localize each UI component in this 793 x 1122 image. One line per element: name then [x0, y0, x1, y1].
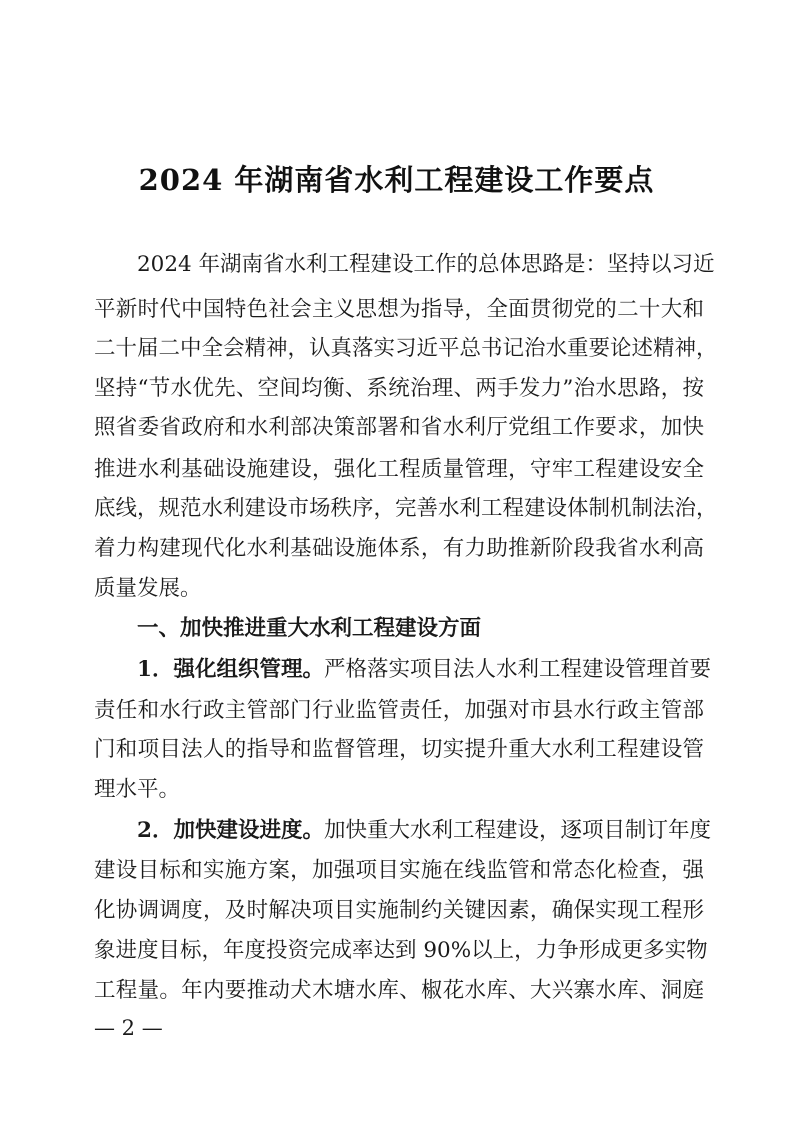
- paragraph-line: 推进水利基础设施建设，强化工程质量管理，守牢工程建设安全: [94, 457, 704, 482]
- section-heading: 一、加快推进重大水利工程建设方面: [137, 616, 482, 641]
- paragraph-line: 平新时代中国特色社会主义思想为指导，全面贯彻党的二十大和: [94, 297, 704, 322]
- item-1-first-line: [137, 655, 711, 685]
- item-2-label: 2．加快建设进度。: [137, 818, 324, 843]
- item-2-first-line: [137, 816, 711, 846]
- paragraph-line: 2024 年湖南省水利工程建设工作的总体思路是：坚持以习近: [137, 252, 715, 277]
- item-1-text: 严格落实项目法人水利工程建设管理首要: [323, 657, 711, 682]
- paragraph-line: 着力构建现代化水利基础设施体系，有力助推新阶段我省水利高: [94, 536, 704, 561]
- item-1-label: 1．强化组织管理。: [137, 657, 324, 682]
- paragraph-line: 化协调调度，及时解决项目实施制约关键因素，确保实现工程形: [94, 898, 704, 923]
- paragraph-line: 建设目标和实施方案，加强项目实施在线监管和常态化检查，强: [94, 858, 704, 883]
- document-title: 2024 年湖南省水利工程建设工作要点: [138, 163, 655, 197]
- paragraph-line: 质量发展。: [94, 576, 202, 601]
- paragraph-line: 照省委省政府和水利部决策部署和省水利厅党组工作要求，加快: [94, 415, 704, 440]
- item-2-text: 加快重大水利工程建设，逐项目制订年度: [323, 818, 711, 843]
- paragraph-line: 象进度目标，年度投资完成率达到 90%以上，力争形成更多实物: [94, 938, 708, 963]
- paragraph-line: 门和项目法人的指导和监督管理，切实提升重大水利工程建设管: [94, 737, 704, 762]
- paragraph-line: 坚持“节水优先、空间均衡、系统治理、两手发力”治水思路，按: [94, 376, 704, 401]
- paragraph-line: 二十届二中全会精神，认真落实习近平总书记治水重要论述精神，: [94, 336, 718, 361]
- paragraph-line: 底线，规范水利建设市场秩序，完善水利工程建设体制机制法治，: [94, 496, 718, 521]
- paragraph-line: 理水平。: [94, 777, 181, 802]
- page-number: — 2 —: [94, 1016, 163, 1040]
- paragraph-line: 工程量。年内要推动犬木塘水库、椒花水库、大兴寨水库、洞庭: [94, 978, 704, 1003]
- paragraph-line: 责任和水行政主管部门行业监管责任，加强对市县水行政主管部: [94, 698, 704, 723]
